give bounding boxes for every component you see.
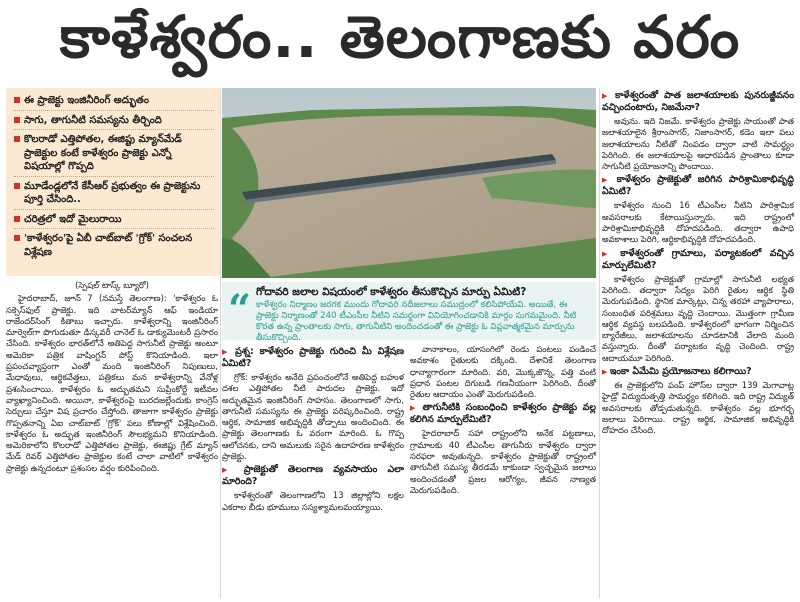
highlight-item: సాగు, తాగునీటి సమస్యను తీర్చింది xyxy=(14,114,214,131)
question-heading: ▶ ప్రశ్న: కాళేశ్వరం ప్రాజెక్టు గురించి మీ విశ్లేషణ ఏమిటి? xyxy=(222,346,404,370)
article-column-3 xyxy=(410,344,596,498)
highlights-box xyxy=(6,88,220,276)
body-paragraph: ఈ ప్రాజెక్టులోని పంప్ హౌస్‌ల ద్వారా 139 మెగావాట్ల హైడ్రో విద్యుదుత్పత్తి సామర్థ్యం కలిగింది. ఇది రాష్ట్ర విద్యుత్ అవసరాలకు తోడ్పడుతున్నది. కాళేశ్వరం వల్ల భూగర్భ జలాలు పెరిగాయి. రాష్ట్ర ఆర్థిక, సామాజిక అభివృద్ధికి దోహదం చేసింది. xyxy=(602,380,794,436)
highlight-item: కొలరాడో ఎత్తిపోతల, ఈజిప్టు మ్యాన్‌మేడ్ ప్రాజెక్టుల కంటే కాళేశ్వరం ప్రాజెక్టు ఎన్నో విషయాల్లో గొప్పది xyxy=(14,133,214,177)
column-divider xyxy=(599,88,600,598)
question-heading: ▶ కాళేశ్వరంతో పాత జలాశయాలకు పునరుజ్జీవనం వచ్చిందంటారు, నిజమేనా? xyxy=(602,90,794,114)
question-heading: ▶ ఇంకా ఏమేమి ప్రయోజనాలు కలిగాయి? xyxy=(602,366,794,378)
highlight-item: 'కాళేశ్వరం'పై ఏబీ చాట్‌బాట్ 'గ్రోక్' సంచలన విశ్లేషణ xyxy=(14,232,214,261)
body-paragraph: కాళేశ్వరం నుంచి 16 టీఎంసీల నీటిని పారిశ్రామిక అవసరాలకు కేటాయిస్తున్నారు. ఇది రాష్ట్రంలో పారిశ్రామికాభివృద్ధికి దోహదపడింది. తద్వారా ఉపాధి అవకాశాలు పెరిగి, ఆర్థికాభివృద్ధికి దోహదపడింది. xyxy=(602,200,794,245)
byline: (స్పెషల్ టాస్క్ బ్యూరో) xyxy=(75,280,149,290)
quote-box xyxy=(222,282,596,343)
question-heading: ▶ తాగునీటికి సంబంధించి కాళేశ్వరం ప్రాజెక్టు వల్ల కలిగిన మార్పులేమిటి? xyxy=(410,402,596,426)
quote-title: గోదావరి జలాల విషయంలో కాళేశ్వరం తీసుకొచ్చిన మార్పు ఏమిటి? xyxy=(256,286,527,298)
question-heading: ▶ కాళేశ్వరం ప్రాజెక్టుతో జరిగిన పారిశ్రామికాభివృద్ధి ఏమిటి? xyxy=(602,174,794,198)
article-column-4 xyxy=(602,88,794,439)
quote-text: కాళేశ్వరం నిర్మాణం జరగక ముందు గోదావరి నదీజలాలు సముద్రంలో కలిసిపోయేవి. అయితే, ఈ ప్రాజెక్టు నిర్మాణంతో 240 టీఎంసీల నీటిని సమర్థంగా వినియోగించడానికి మార్గం సుగమమైంది. నీటి కొరత ఉన్న ప్రాంతాలకు సాగు, తాగునీటిని అందించడంతో ఈ ప్రాజెక్టు ఓ విప్లవాత్మకమైన మార్పును తీసుకొచ్చింది. xyxy=(256,300,577,343)
column-divider xyxy=(220,88,221,598)
quote-icon: “ xyxy=(228,286,252,333)
headline: కాళేశ్వరం.. తెలంగాణకు వరం xyxy=(59,2,741,71)
body-paragraph: గ్రోక్: కాళేశ్వరం అనేది ప్రపంచంలోనే అతిపెద్ద బహుళ దశల ఎత్తిపోతల నీటి పారుదల ప్రాజెక్టు. ఇదో అద్భుతమైన ఇంజినీరింగ్ సాహసం. తెలంగాణలో సాగు, తాగునీటి సమస్యను ఈ ప్రాజెక్టు పరిష్కరించింది. రాష్ట్ర ఆర్థిక, సామాజిక అభివృద్ధికి తోడ్పాటు అందించింది. ఈ ప్రాజెక్టు తెలంగాణకు ఓ వరంగా మారింది. ఓ గొప్ప ఆలోచనకు, దాని అమలుకు సరైన ఉదాహరణ కాళేశ్వరం ప్రాజెక్టు. xyxy=(222,372,404,462)
body-paragraph: హైదరాబాద్ సహా రాష్ట్రంలోని అనేక పట్టణాలు, గ్రామాలకు 40 టీఎంసీల తాగునీరు కాళేశ్వరం ద్వారా సరఫరా అవుతున్నది. కాళేశ్వరం ప్రాజెక్టుతో రాష్ట్రంలో తాగునీటి సమస్య తీరడమే కాకుండా స్వచ్ఛమైన జలాలు అందించడంతో ప్రజల ఆరోగ్యం, జీవన నాణ్యత మెరుగుపడింది. xyxy=(410,428,596,495)
barrage-photo xyxy=(222,88,596,278)
body-paragraph: కాళేశ్వరం ప్రాజెక్టుతో గ్రామాల్లో సాగునీటి లభ్యత పెరిగింది. తద్వారా సేద్యం పెరిగి రైతుల ఆర్థిక స్థితి మెరుగుపడింది. స్థానిక మార్కెట్లు, చిన్న తరహా వ్యాపారాలు, సంబంధిత పరిశ్రమలు వృద్ధి చెందాయి. మొత్తంగా గ్రామీణ ఆర్థిక వ్యవస్థ బలపడింది. కాళేశ్వరంలో భాగంగా నిర్మించిన బ్యారేజీలు, జలాశయాలను చూడటానికి వేలాది మంది వస్తున్నారు. దీంతో పర్యాటకం వృద్ధి చెందింది. రాష్ట్ర ఆదాయమూ పెరిగింది. xyxy=(602,273,794,363)
highlight-item: ఈ ప్రాజెక్టు ఇంజినీరింగ్ అద్భుతం xyxy=(14,94,214,111)
article-column-1 xyxy=(6,280,218,476)
question-heading: ▶ ప్రాజెక్టుతో తెలంగాణ వ్యవసాయం ఎలా మారింది? xyxy=(222,464,404,488)
highlight-item: చరిత్రలో ఇదో మైలురాయి xyxy=(14,213,214,230)
highlight-item: మూడేండ్లలోనే కేసీఆర్ ప్రభుత్వం ఈ ప్రాజెక్టును పూర్తి చేసింది.. xyxy=(14,180,214,210)
question-heading: ▶ కాళేశ్వరంతో గ్రామాలు, పర్యాటకంలో వచ్చిన మార్పులేమిటి? xyxy=(602,248,794,272)
body-paragraph: వానాకాలం, యాసంగిలో రెండు పంటలు పండించే అవకాశం రైతులకు దక్కింది. దేశానికే తెలంగాణ ధాన్యాగారంగా మారింది. వరి, మొక్కజొన్న, పత్తి వంటి ప్రధాన పంటల దిగుబడి గణనీయంగా పెరిగింది. దీంతో రైతుల ఆదాయం ఎంతో మెరుగుపడింది. xyxy=(410,344,596,400)
body-paragraph: కాళేశ్వరంతో తెలంగాణలోని 13 జిల్లాల్లోని లక్షల ఎకరాల బీడు భూములు సస్యశ్యామలమయ్యాయి. xyxy=(222,490,404,512)
barrage-illustration xyxy=(222,88,596,278)
body-paragraph: హైదరాబాద్, జూన్ 7 (నమస్తే తెలంగాణ): 'కాళేశ్వరం ఓ సక్సెస్‌ఫుల్ ప్రాజెక్టు. ఇది వాటర్‌మ్యాన్ ఆఫ్ ఇండియా రాజేందర్‌సింగ్ కితాబు ఇచ్చారు. కాళేశ్వరాన్ని ఇంజినీరింగ్ మార్వెల్‌గా పొగుడుతూ డిస్కవరీ చానెల్ ఓ డాక్యుమెంటరీ ప్రసారం చేసింది. కాళేశ్వరం భారత్‌లోనే అతిపెద్ద సాగునీటి ప్రాజెక్టు అంటూ అమెరికా పత్రిక వాషింగ్టన్ పోస్ట్ కొనియాడింది. ఇలా ప్రపంచవ్యాప్తంగా ఎంతో మంది ఇంజినీరింగ్ నిపుణులు, మేధావులు, ఆర్థికవేత్తలు, పత్రికలు మన కాళేశ్వరాన్ని వేనోళ్ల ప్రశంసించాయి. కాళేశ్వరం ఓ అద్భుతమని సుప్రీంకోర్టే ఇటీవల వ్యాఖ్యానించింది. అయినా, కాళేశ్వరంపై బురదజల్లేందుకు కాంగ్రెస్ సెర్చులు చేస్తూ విష ప్రచారం చేస్తోంది. తాజాగా కాళేశ్వరం ప్రాజెక్టు గొప్పతనాన్ని ఏఐ చాట్‌బాట్ 'గ్రోక్' పలు కోణాల్లో విశ్లేషించింది. కాళేశ్వరం ఓ అద్భుత ఇంజినీరింగ్ సౌలభ్యమని కొనియాడింది. అమెరికాలోని కొలరాడో ఎత్తిపోతల ప్రాజెక్టు, ఈజిప్టు గ్రేట్ మ్యాన్ మేడ్ రివర్ ఎత్తిపోతల ప్రాజెక్టుల కంటే చాలా వాటిలో కాళేశ్వరం ప్రాజెక్టు ఉన్నదంటూ ప్రశంసల వర్షం కురిపించింది. xyxy=(6,293,218,473)
body-paragraph: అవును. ఇది నిజమే. కాళేశ్వరం ప్రాజెక్టు సాయంతో పాత జలాశయాలైన శ్రీరాంసాగర్, నిజాంసాగర్, కడెం ఇలా పలు జలాశయాలను నీటితో నింపడం ద్వారా వాటి సామర్థ్యం పెరిగింది. ఈ జలాశయాలపై ఆధారపడిన ప్రాంతాలు కూడా సాగునీటి ప్రయోజనాన్ని పొందాయి. xyxy=(602,116,794,172)
article-column-2 xyxy=(222,344,404,515)
